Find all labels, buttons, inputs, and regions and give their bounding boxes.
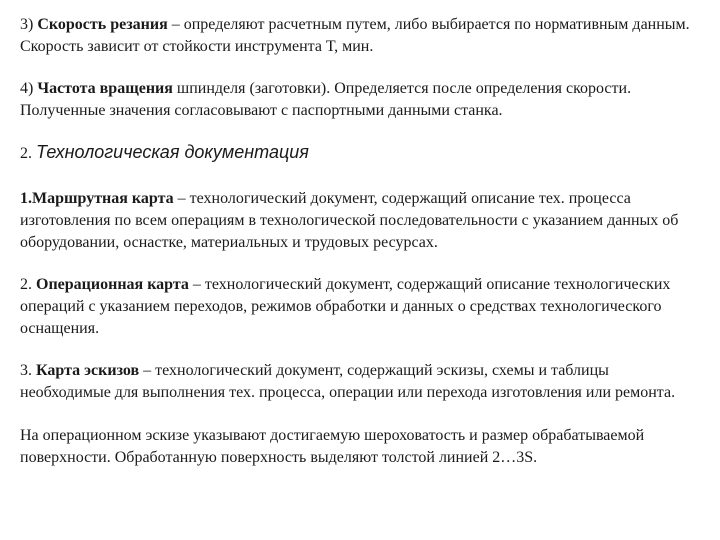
cutting-speed-paragraph bbox=[20, 14, 700, 58]
sketch-card-term: Карта эскизов bbox=[36, 362, 140, 379]
card-prefix: 2. bbox=[20, 276, 36, 293]
route-card-term: 1.Маршрутная карта bbox=[20, 190, 174, 207]
document-page bbox=[20, 14, 700, 469]
operation-card-paragraph bbox=[20, 274, 700, 340]
section-number: 2. bbox=[20, 145, 36, 162]
operation-card-term: Операционная карта bbox=[36, 276, 189, 293]
cutting-speed-text: – определяют расчетным путем, либо выбирается по нормативным данным. Скорость зависит от стойкости инструмента Т, мин. bbox=[20, 16, 690, 55]
item-prefix: 3) bbox=[20, 16, 38, 33]
spindle-speed-text: шпинделя (заготовки). Определяется после определения скорости. Полученные значения согласовывают с паспортными данными станка. bbox=[20, 80, 632, 119]
route-card-paragraph bbox=[20, 188, 700, 254]
section-title: Технологическая документация bbox=[36, 142, 309, 162]
sketch-card-text: – технологический документ, содержащий эскизы, схемы и таблицы необходимые для выполнения тех. процесса, операции или перехода изготовления или ремонта. bbox=[20, 362, 676, 401]
route-card-text: – технологический документ, содержащий описание тех. процесса изготовления по всем операциям в технологической последовательности с указанием данных об оборудовании, оснастке, материальных и трудовых ресурсах. bbox=[20, 190, 679, 251]
spindle-speed-term: Частота вращения bbox=[37, 80, 173, 97]
section-heading bbox=[20, 141, 700, 165]
card-prefix: 3. bbox=[20, 362, 36, 379]
closing-paragraph: На операционном эскизе указывают достигаемую шероховатость и размер обрабатываемой поверхности. Обработанную поверхность выделяют толстой линией 2…3S. bbox=[20, 427, 645, 466]
item-prefix: 4) bbox=[20, 80, 38, 97]
sketch-card-paragraph bbox=[20, 360, 700, 404]
spindle-speed-paragraph bbox=[20, 78, 700, 122]
cutting-speed-term: Скорость резания bbox=[37, 16, 168, 33]
operation-card-text: – технологический документ, содержащий описание технологических операций с указанием переходов, режимов обработки и данных о средствах технологического оснащения. bbox=[20, 276, 671, 337]
